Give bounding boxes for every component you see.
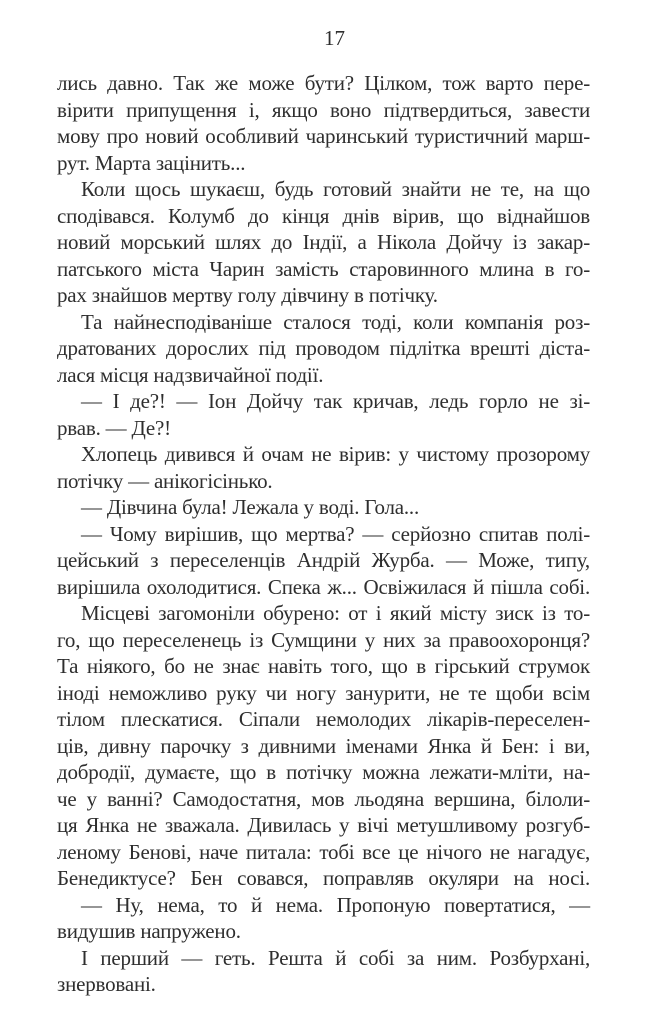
text-line: І перший — геть. Решта й собі за ним. Розбурхані, [81, 945, 590, 970]
text-line: цейський з переселенців Андрій Журба. — Може, типу, [57, 548, 590, 572]
text-line: рут. Марта зацінить... [57, 150, 246, 175]
text-line: — Дівчина була! Лежала у воді. Гола... [81, 495, 420, 519]
text-line: Та найнесподіваніше сталося тоді, коли компанія роз- [81, 309, 590, 334]
text-line: — Ну, нема, то й нема. Пропоную повертатися, — [81, 892, 590, 917]
text-line: мову про новий особливий чаринський туристичний марш- [57, 124, 590, 148]
text-line: видушив напружено. [57, 919, 241, 943]
text-line: тілом плескатися. Сіпали немолодих лікарів-переселен- [57, 707, 590, 731]
text-line: іноді неможливо руку чи ногу занурити, не те щоби всім [57, 680, 590, 705]
text-line: рвав. — Де?! [57, 415, 171, 440]
text-line: Бенедиктусе? Бен совався, поправляв окуляри на носі. [57, 866, 590, 890]
text-line: — Чому вирішив, що мертва? — серйозно спитав полі- [81, 521, 590, 546]
text-line: лася місця надзвичайної події. [57, 362, 324, 387]
text-line: добродії, думаєте, що в потічку можна лежати-мліти, на- [57, 760, 590, 784]
text-line: новий морський шлях до Індії, а Нікола Дойчу із закар- [57, 230, 590, 254]
text-line: патського міста Чарин замість старовинного млина в го- [57, 256, 590, 281]
text-line: Хлопець дивився й очам не вірив: у чистому прозорому [81, 442, 590, 466]
text-line: Та ніякого, бо не знає навіть того, що в гірський струмок [57, 654, 590, 678]
text-line: че у ванні? Самодостатня, мов льодяна вершина, білоли- [57, 786, 590, 811]
text-line: ців, дивну парочку з дивними іменами Янка й Бен: і ви, [57, 733, 590, 758]
text-line: вірити припущення і, якщо воно підтвердиться, завести [57, 97, 590, 122]
text-line: потічку — анікогісінько. [57, 468, 273, 493]
text-line: го, що переселенець із Сумщини у них за правоохоронця? [57, 627, 590, 652]
text-line: — І де?! — Іон Дойчу так кричав, ледь горло не зі- [81, 389, 590, 413]
text-line: ця Янка не зважала. Дивилась у вічі метушливому розгуб- [57, 813, 590, 837]
text-line: лись давно. Так же може бути? Цілком, тож варто пере- [57, 71, 590, 95]
text-line: леному Бенові, наче питала: тобі все це нічого не нагадує, [57, 839, 590, 864]
text-line: знервовані. [57, 972, 156, 996]
text-line: дратованих дорослих під проводом підлітка врешті діста- [57, 336, 590, 360]
text-line: рах знайшов мертву голу дівчину в потічку. [57, 283, 438, 307]
text-line: Коли щось шукаєш, будь готовий знайти не те, на що [81, 177, 590, 201]
body-text [57, 70, 590, 998]
page-number: 17 [324, 26, 345, 50]
text-line: вирішила охолодитися. Спека ж... Освіжилася й пішла собі. [57, 574, 590, 599]
text-line: Місцеві загомоніли обурено: от і який місту зиск із то- [81, 601, 590, 625]
text-line: сподівався. Колумб до кінця днів вірив, що віднайшов [57, 203, 590, 228]
